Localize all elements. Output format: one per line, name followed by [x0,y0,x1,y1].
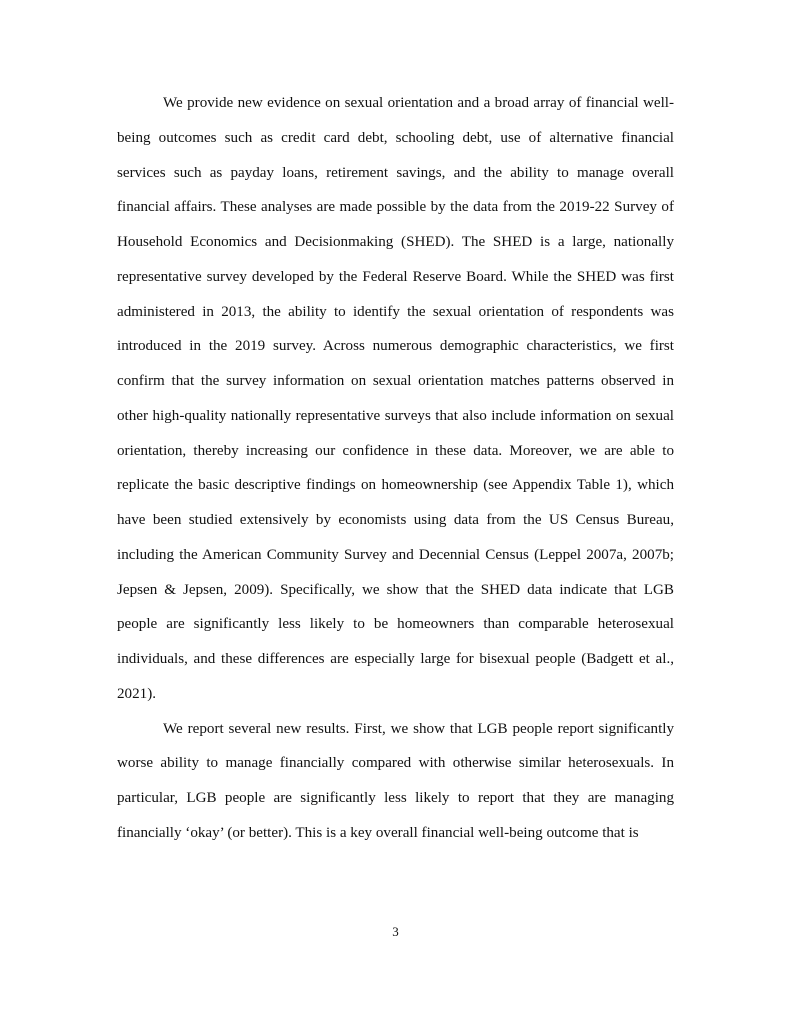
paragraph-1: We provide new evidence on sexual orientation and a broad array of financial well-being outcomes such as credit card debt, schooling debt, use of alternative financial services such as payday loans, retirement savings, and the ability to manage overall financial affairs. These analyses are made possible by the data from the 2019-22 Survey of Household Economics and Decisionmaking (SHED). The SHED is a large, nationally representative survey developed by the Federal Reserve Board. While the SHED was first administered in 2013, the ability to identify the sexual orientation of respondents was introduced in the 2019 survey. Across numerous demographic characteristics, we first confirm that the survey information on sexual orientation matches patterns observed in other high-quality nationally representative surveys that also include information on sexual orientation, thereby increasing our confidence in these data. Moreover, we are able to replicate the basic descriptive findings on homeownership (see Appendix Table 1), which have been studied extensively by economists using data from the US Census Bureau, including the American Community Survey and Decennial Census (Leppel 2007a, 2007b; Jepsen & Jepsen, 2009). Specifically, we show that the SHED data indicate that LGB people are significantly less likely to be homeowners than comparable heterosexual individuals, and these differences are especially large for bisexual people (Badgett et al., 2021). [117,95,674,702]
body-text [117,86,674,851]
page-number: 3 [392,924,399,939]
paragraph-2: We report several new results. First, we show that LGB people report significantly worse ability to manage financially compared with otherwise similar heterosexuals. In particular, LGB people are significantly less likely to report that they are managing financially ‘okay’ (or better). This is a key overall financial well-being outcome that is [117,720,674,841]
